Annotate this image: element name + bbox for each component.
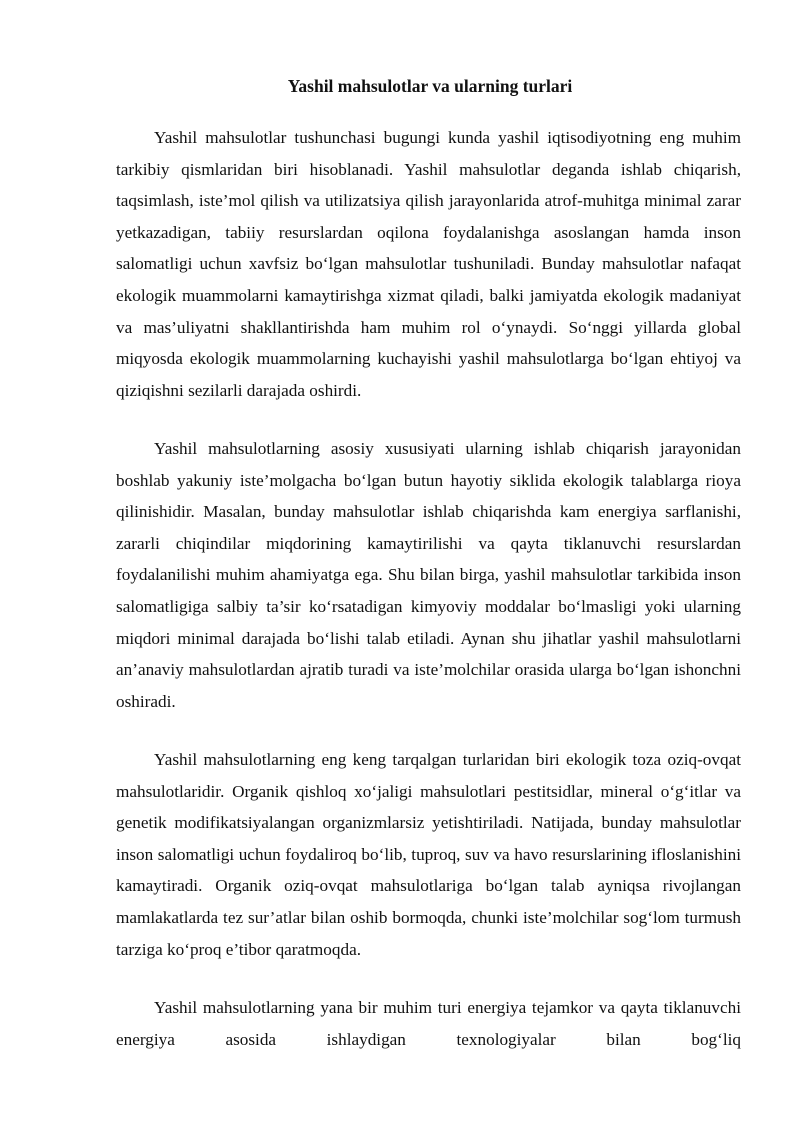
paragraph-2: Yashil mahsulotlarning asosiy xususiyati ularning ishlab chiqarish jarayonidan boshlab yakuniy iste’molgacha bo‘lgan butun hayotiy siklida ekologik talablarga rioya qilinishidir. Masalan, bunday mahsulotlar ishlab chiqarishda kam energiya sarflanishi, zararli chiqindilar miqdorining kamaytirilishi va qayta tiklanuvchi resurslardan foydalanilishi muhim ahamiyatga ega. Shu bilan birga, yashil mahsulotlar tarkibida inson salomatligiga salbiy ta’sir ko‘rsatadigan kimyoviy moddalar bo‘lmasligi yoki ularning miqdori minimal darajada bo‘lishi talab etiladi. Aynan shu jihatlar yashil mahsulotlarni an’anaviy mahsulotlardan ajratib turadi va iste’molchilar orasida ularga bo‘lgan ishonchni oshiradi. <box>116 439 741 711</box>
paragraph-4: Yashil mahsulotlarning yana bir muhim turi energiya tejamkor va qayta tiklanuvchi energiya asosida ishlaydigan texnologiyalar bilan bog‘liq <box>116 998 741 1049</box>
paragraph-1: Yashil mahsulotlar tushunchasi bugungi kunda yashil iqtisodiyotning eng muhim tarkibiy qismlaridan biri hisoblanadi. Yashil mahsulotlar deganda ishlab chiqarish, taqsimlash, iste’mol qilish va utilizatsiya qilish jarayonlarida atrof-muhitga minimal zarar yetkazadigan, tabiiy resurslardan oqilona foydalanishga asoslangan hamda inson salomatligi uchun xavfsiz bo‘lgan mahsulotlar tushuniladi. Bunday mahsulotlar nafaqat ekologik muammolarni kamaytirishga xizmat qiladi, balki jamiyatda ekologik madaniyat va mas’uliyatni shakllantirishda ham muhim rol o‘ynaydi. So‘nggi yillarda global miqyosda ekologik muammolarning kuchayishi yashil mahsulotlarga bo‘lgan ehtiyoj va qiziqishni sezilarli darajada oshirdi. <box>116 128 741 400</box>
document-title: Yashil mahsulotlar va ularning turlari <box>287 76 573 96</box>
paragraph-3: Yashil mahsulotlarning eng keng tarqalgan turlaridan biri ekologik toza oziq-ovqat mahsulotlaridir. Organik qishloq xo‘jaligi mahsulotlari pestitsidlar, mineral o‘g‘itlar va genetik modifikatsiyalangan organizmlarsiz yetishtiriladi. Natijada, bunday mahsulotlar inson salomatligi uchun foydaliroq bo‘lib, tuproq, suv va havo resurslarining ifloslanishini kamaytiradi. Organik oziq-ovqat mahsulotlariga bo‘lgan talab ayniqsa rivojlangan mamlakatlarda tez sur’atlar bilan oshib bormoqda, chunki iste’molchilar sog‘lom turmush tarziga ko‘proq e’tibor qaratmoqda. <box>116 750 741 959</box>
